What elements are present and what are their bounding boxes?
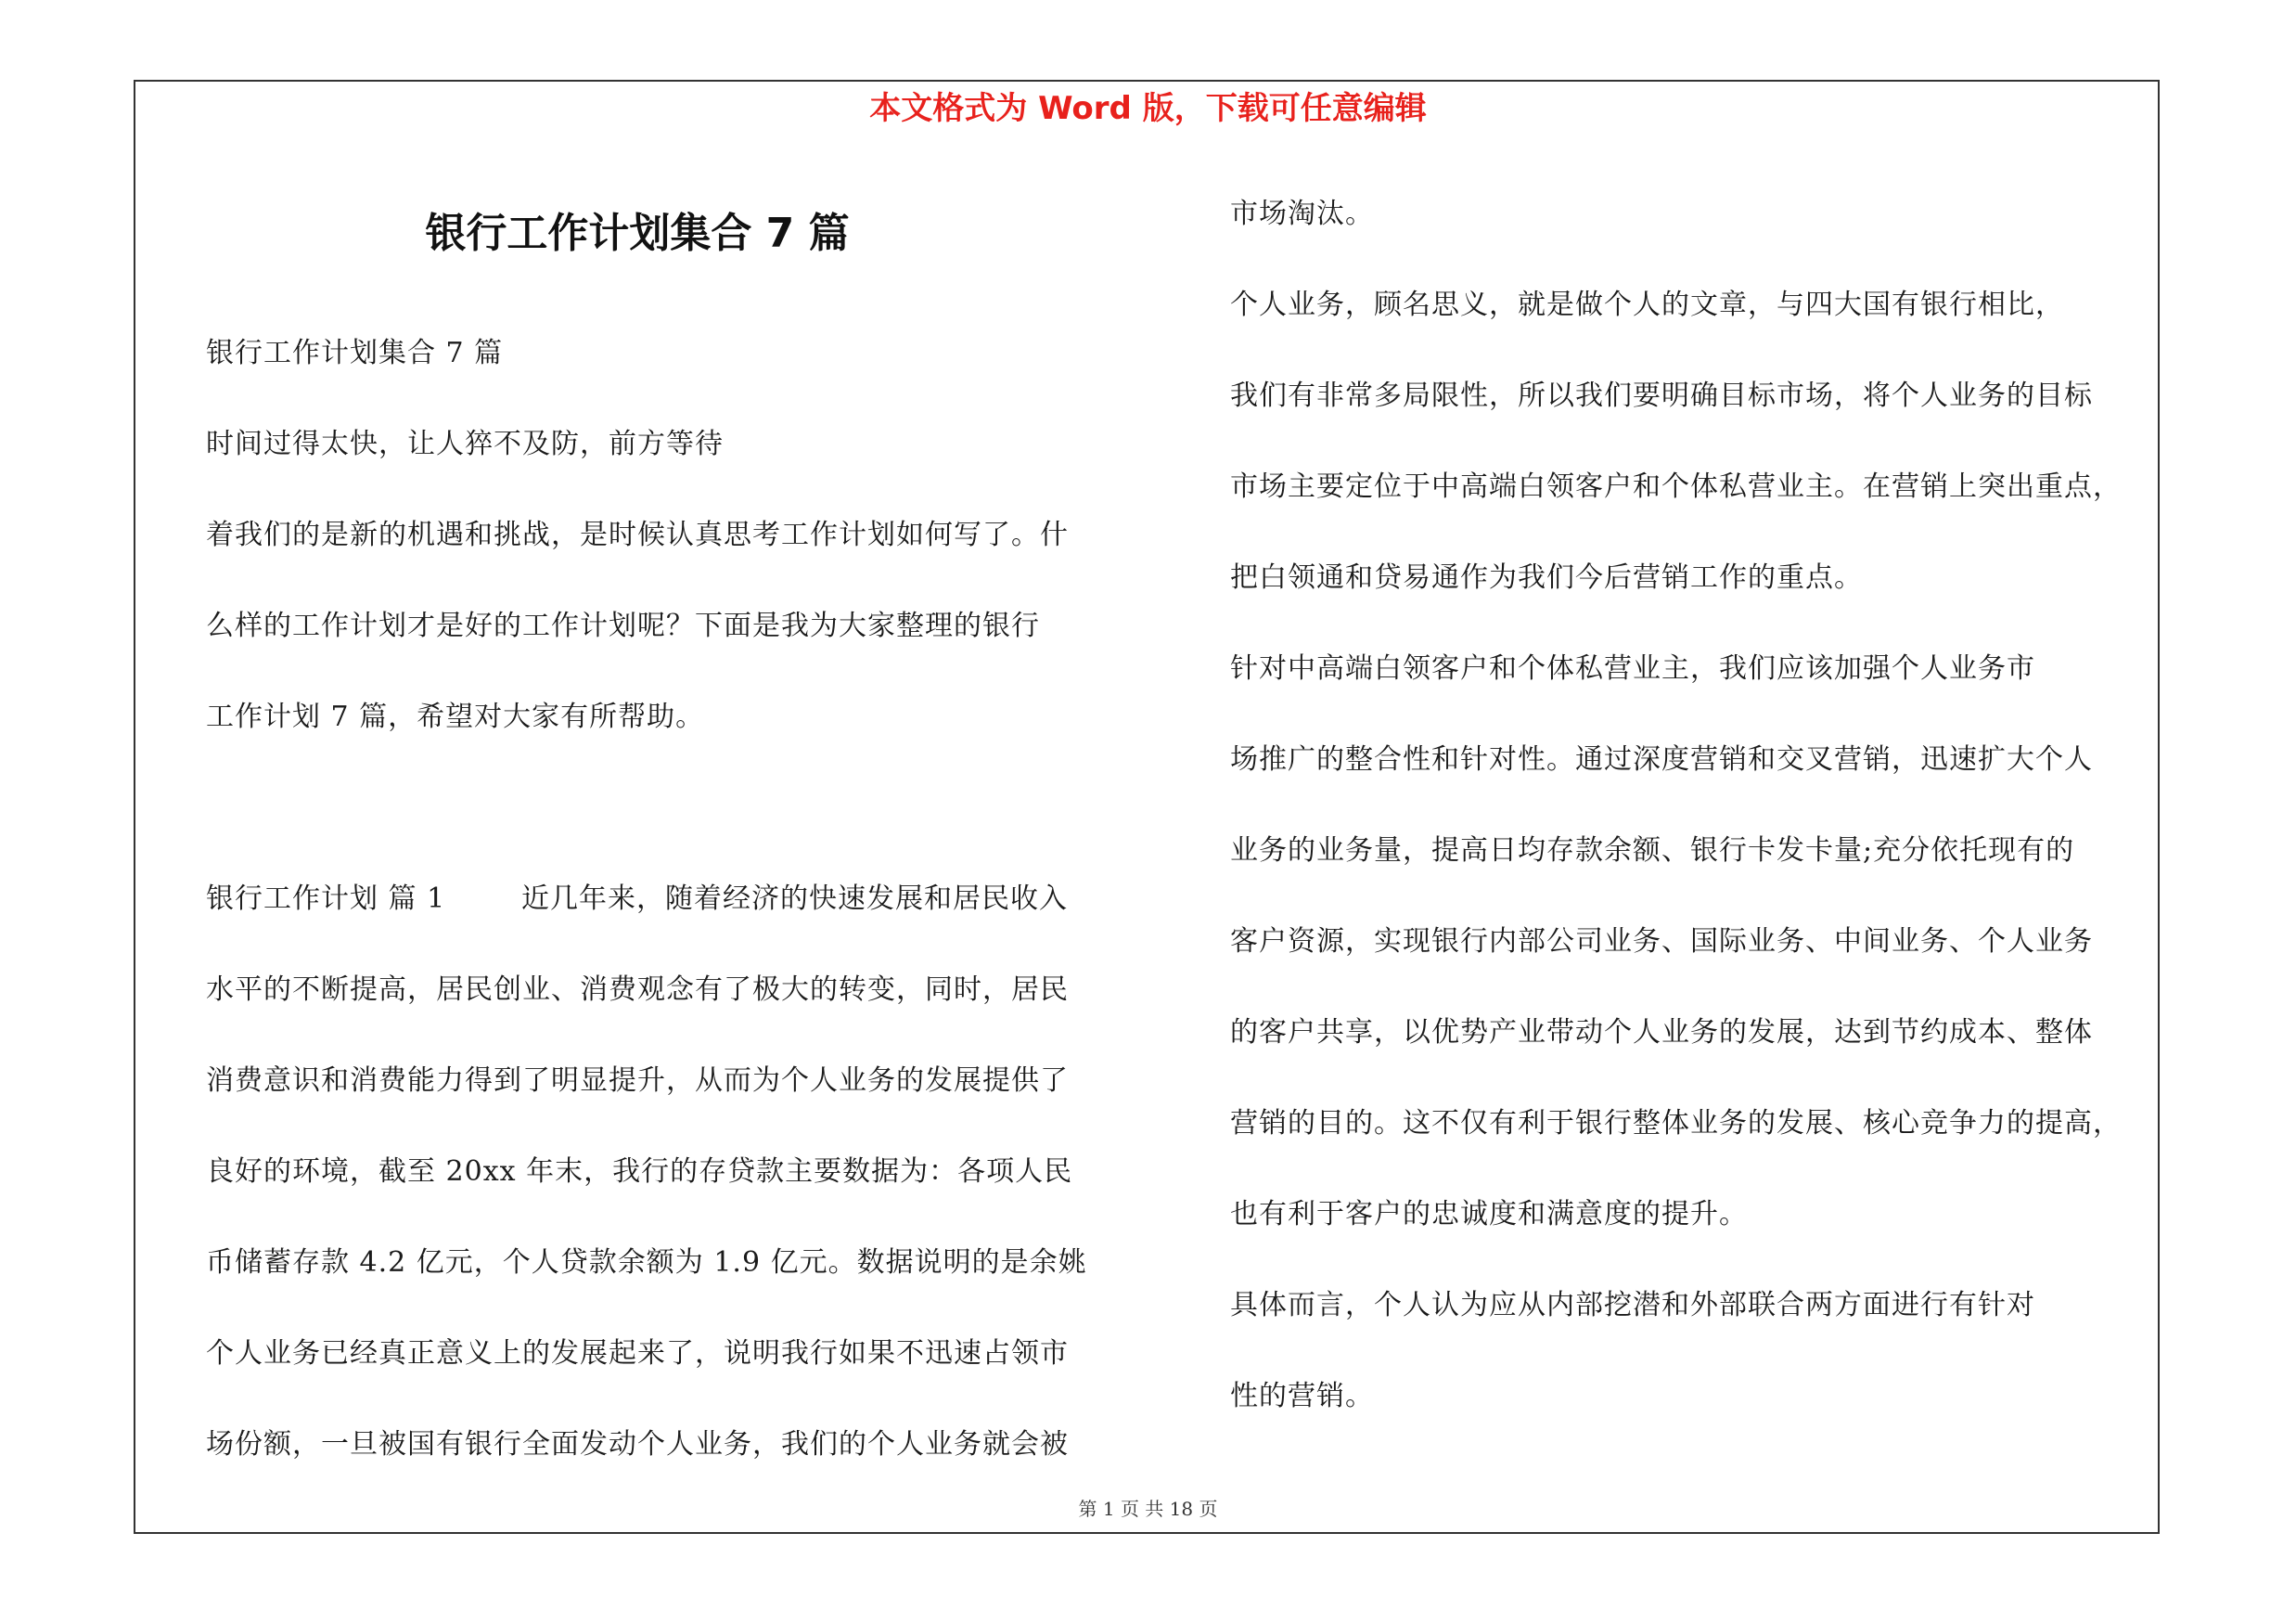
body-line: 的客户共享，以优势产业带动个人业务的发展，达到节约成本、整体 <box>1230 1016 2093 1049</box>
subtitle: 银行工作计划集合 7 篇 <box>206 337 504 369</box>
body-line: 业务的业务量，提高日均存款余额、银行卡发卡量;充分依托现有的 <box>1230 834 2075 867</box>
section-line: 水平的不断提高，居民创业、消费观念有了极大的转变，同时，居民 <box>206 973 1069 1006</box>
format-banner: 本文格式为 Word 版，下载可任意编辑 <box>869 90 1427 127</box>
section-line: 消费意识和消费能力得到了明显提升，从而为个人业务的发展提供了 <box>206 1064 1069 1097</box>
body-line: 具体而言，个人认为应从内部挖潜和外部联合两方面进行有针对 <box>1230 1289 2035 1321</box>
body-line: 把白领通和贷易通作为我们今后营销工作的重点。 <box>1230 561 1863 594</box>
page-number: 第 1 页 共 18 页 <box>1078 1498 1218 1520</box>
section-line: 良好的环境，截至 20xx 年末，我行的存贷款主要数据为：各项人民 <box>206 1155 1073 1188</box>
body-line: 市场主要定位于中高端白领客户和个体私营业主。在营销上突出重点， <box>1230 470 2122 503</box>
body-line: 场推广的整合性和针对性。通过深度营销和交叉营销，迅速扩大个人 <box>1230 743 2093 776</box>
body-line: 针对中高端白领客户和个体私营业主，我们应该加强个人业务市 <box>1230 652 2035 685</box>
body-line: 我们有非常多局限性，所以我们要明确目标市场，将个人业务的目标 <box>1230 380 2093 412</box>
body-line: 客户资源，实现银行内部公司业务、国际业务、中间业务、个人业务 <box>1230 925 2093 958</box>
intro-line: 么样的工作计划才是好的工作计划呢？下面是我为大家整理的银行 <box>206 610 1040 642</box>
document-title: 银行工作计划集合 7 篇 <box>425 210 850 257</box>
body-line: 市场淘汰。 <box>1230 198 1374 230</box>
body-line: 也有利于客户的忠诚度和满意度的提升。 <box>1230 1198 1748 1230</box>
section-line: 近几年来，随着经济的快速发展和居民收入 <box>521 882 1068 915</box>
section-line: 个人业务已经真正意义上的发展起来了，说明我行如果不迅速占领市 <box>206 1337 1069 1370</box>
section-label: 银行工作计划 篇 1 <box>206 882 446 915</box>
intro-line: 着我们的是新的机遇和挑战，是时候认真思考工作计划如何写了。什 <box>206 519 1069 551</box>
intro-line: 时间过得太快，让人猝不及防，前方等待 <box>206 428 724 460</box>
section-line: 场份额，一旦被国有银行全面发动个人业务，我们的个人业务就会被 <box>206 1428 1069 1461</box>
section-heading-line <box>206 875 1068 916</box>
body-line: 性的营销。 <box>1230 1380 1374 1412</box>
body-line: 营销的目的。这不仅有利于银行整体业务的发展、核心竞争力的提高， <box>1230 1107 2122 1140</box>
intro-line: 工作计划 7 篇，希望对大家有所帮助。 <box>206 701 705 733</box>
section-line: 币储蓄存款 4.2 亿元，个人贷款余额为 1.9 亿元。数据说明的是余姚 <box>206 1246 1087 1279</box>
body-line: 个人业务，顾名思义，就是做个人的文章，与四大国有银行相比， <box>1230 289 2064 321</box>
